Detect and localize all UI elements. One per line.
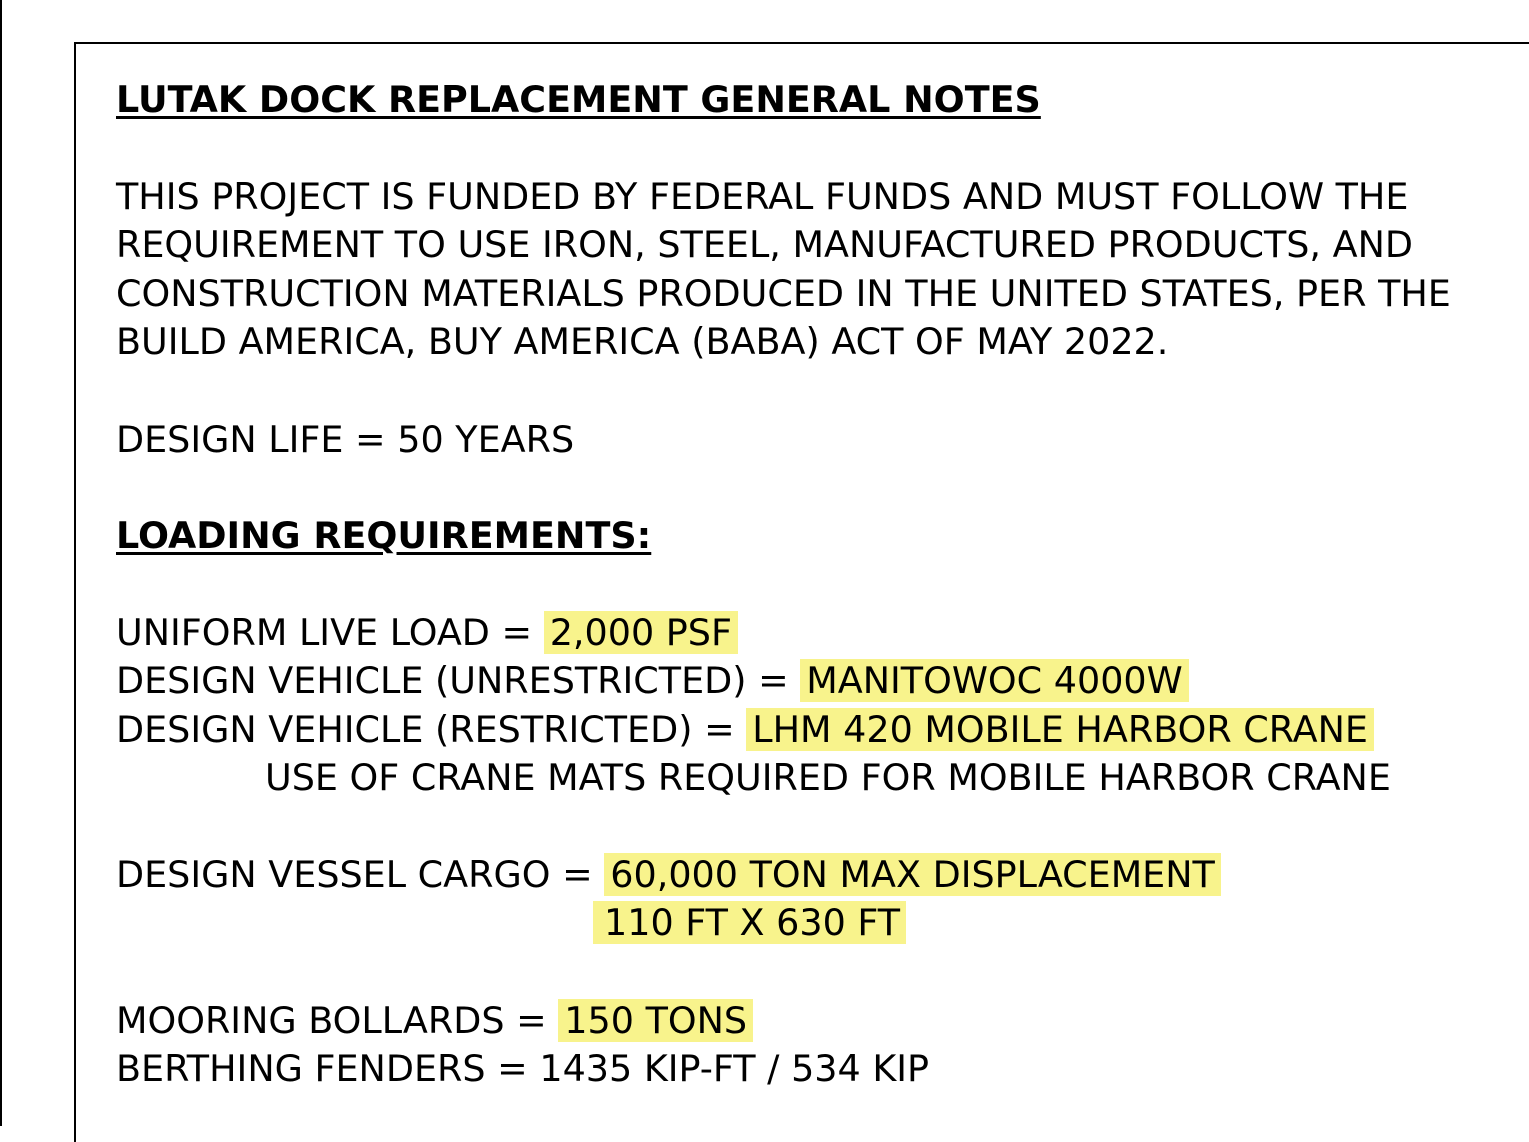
- design-vehicle-restricted-row: [116, 706, 1374, 754]
- design-vessel-cargo-row: [116, 851, 1221, 899]
- funding-paragraph-line-4: BUILD AMERICA, BUY AMERICA (BABA) ACT OF MAY 2022.: [116, 320, 1169, 363]
- design-vehicle-restricted-value: LHM 420 MOBILE HARBOR CRANE: [746, 708, 1374, 751]
- mooring-bollards-row: [116, 997, 753, 1045]
- loading-requirements-heading: LOADING REQUIREMENTS:: [116, 514, 652, 557]
- design-vessel-dimensions-row: [593, 899, 906, 947]
- berthing-fenders: BERTHING FENDERS = 1435 KIP-FT / 534 KIP: [116, 1047, 930, 1090]
- design-vessel-dimensions: 110 FT X 630 FT: [593, 901, 906, 944]
- uniform-live-load-row: [116, 609, 738, 657]
- design-vessel-cargo-value: 60,000 TON MAX DISPLACEMENT: [604, 853, 1221, 896]
- design-vehicle-unrestricted-value: MANITOWOC 4000W: [800, 659, 1188, 702]
- funding-paragraph-line-3: CONSTRUCTION MATERIALS PRODUCED IN THE UNITED STATES, PER THE: [116, 272, 1451, 315]
- uniform-live-load-value: 2,000 PSF: [544, 611, 738, 654]
- funding-paragraph-line-1: THIS PROJECT IS FUNDED BY FEDERAL FUNDS AND MUST FOLLOW THE: [116, 175, 1409, 218]
- crane-mats-note: USE OF CRANE MATS REQUIRED FOR MOBILE HARBOR CRANE: [265, 756, 1391, 799]
- design-vehicle-restricted-label: DESIGN VEHICLE (RESTRICTED) =: [116, 708, 747, 751]
- uniform-live-load-label: UNIFORM LIVE LOAD =: [116, 611, 544, 654]
- mooring-bollards-value: 150 TONS: [558, 999, 753, 1042]
- left-margin-rule: [0, 0, 2, 1126]
- funding-paragraph-line-2: REQUIREMENT TO USE IRON, STEEL, MANUFACTURED PRODUCTS, AND: [116, 223, 1414, 266]
- design-vehicle-unrestricted-row: [116, 657, 1189, 705]
- design-vessel-cargo-label: DESIGN VESSEL CARGO =: [116, 853, 605, 896]
- design-life: DESIGN LIFE = 50 YEARS: [116, 418, 575, 461]
- mooring-bollards-label: MOORING BOLLARDS =: [116, 999, 559, 1042]
- design-vehicle-unrestricted-label: DESIGN VEHICLE (UNRESTRICTED) =: [116, 659, 801, 702]
- document-title: LUTAK DOCK REPLACEMENT GENERAL NOTES: [116, 78, 1041, 121]
